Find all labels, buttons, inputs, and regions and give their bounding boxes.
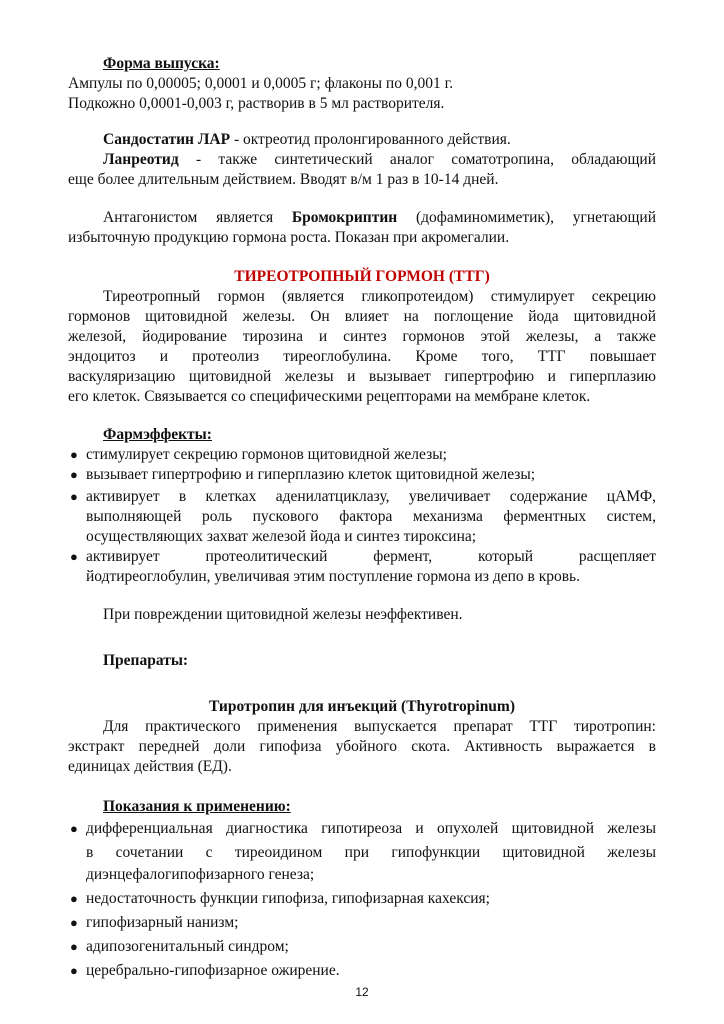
ttg-line-3: железой, йодирование тирозина и синтез гормонов этой железы, а также bbox=[68, 328, 656, 345]
form-heading: Форма выпуска: bbox=[103, 55, 220, 72]
lanreotid-text-1: - также синтетический аналог соматотропина, обладающий bbox=[178, 151, 656, 168]
indications-heading: Показания к применению: bbox=[103, 798, 291, 815]
ttg-line-6: его клеток. Связывается со специфическими рецепторами на мембране клеток. bbox=[68, 388, 591, 405]
sandostatin-paragraph bbox=[103, 129, 511, 150]
antagonist-line-1 bbox=[103, 207, 656, 228]
antagonist-post: (дофаминомиметик), угнетающий bbox=[397, 209, 656, 226]
form-line-1: Ампулы по 0,00005; 0,0001 и 0,0005 г; флаконы по 0,001 г. bbox=[68, 75, 454, 92]
indication-item-1-line-1: дифференциальная диагностика гипотиреоза и опухолей щитовидной железы bbox=[86, 820, 656, 837]
indication-item-1-line-2: в сочетании с тиреоидином при гипофункции щитовидной железы bbox=[86, 844, 656, 861]
farm-item-2: вызывает гипертрофию и гиперплазию клеток щитовидной железы; bbox=[86, 466, 536, 483]
tirotropin-title: Тиротропин для инъекций (Thyrotropinum) bbox=[208, 698, 516, 715]
bullet-icon: ● bbox=[70, 467, 78, 482]
ttg-line-4: эндоцитоз и протеолиз тиреоглобулина. Кроме того, ТТГ повышает bbox=[68, 348, 656, 365]
farm-heading: Фармэффекты: bbox=[103, 426, 212, 443]
antagonist-line-2: избыточную продукцию гормона роста. Показан при акромегалии. bbox=[68, 229, 510, 246]
sandostatin-text: - октреотид пролонгированного действия. bbox=[230, 131, 511, 148]
lanreotid-name: Ланреотид bbox=[103, 151, 179, 168]
lanreotid-line-1 bbox=[103, 149, 656, 170]
indication-item-2: недостаточность функции гипофиза, гипофизарная кахексия; bbox=[86, 890, 490, 907]
bullet-icon: ● bbox=[70, 549, 78, 564]
form-line-2: Подкожно 0,0001-0,003 г, растворив в 5 мл растворителя. bbox=[68, 95, 445, 112]
indication-item-3: гипофизарный нанизм; bbox=[86, 914, 239, 931]
ttg-line-1: Тиреотропный гормон (является гликопротеидом) стимулирует секрецию bbox=[103, 288, 656, 305]
bullet-icon: ● bbox=[70, 963, 78, 978]
damage-note: При повреждении щитовидной железы неэффективен. bbox=[103, 606, 463, 623]
indication-item-5: церебрально-гипофизарное ожирение. bbox=[86, 962, 340, 979]
bromocriptine-name: Бромокриптин bbox=[291, 209, 398, 226]
farm-item-4-line-2: йодтиреоглобулин, увеличивая этим поступление гормона из депо в кровь. bbox=[86, 568, 581, 585]
lanreotid-line-2: еще более длительным действием. Вводят в/м 1 раз в 10-14 дней. bbox=[68, 171, 499, 188]
bullet-icon: ● bbox=[70, 447, 78, 462]
antagonist-pre: Антагонистом является bbox=[103, 209, 292, 226]
ttg-line-5: васкуляризацию щитовидной железы и вызывает гипертрофию и гиперплазию bbox=[68, 368, 656, 385]
indication-item-1-line-3: диэнцефалогипофизарного генеза; bbox=[86, 866, 315, 883]
farm-item-3-line-1: активирует в клетках аденилатциклазу, увеличивает содержание цАМФ, bbox=[86, 488, 656, 505]
tirotropin-line-2: экстракт передней доли гипофиза убойного скота. Активность выражается в bbox=[68, 738, 656, 755]
tirotropin-line-1: Для практического применения выпускается препарат ТТГ тиротропин: bbox=[103, 718, 656, 735]
indication-item-4: адипозогенитальный синдром; bbox=[86, 938, 289, 955]
bullet-icon: ● bbox=[70, 915, 78, 930]
ttg-title: ТИРЕОТРОПНЫЙ ГОРМОН (ТТГ) bbox=[234, 268, 490, 285]
ttg-line-2: гормонов щитовидной железы. Он влияет на поглощение йода щитовидной bbox=[68, 308, 656, 325]
bullet-icon: ● bbox=[70, 821, 78, 836]
farm-item-4-line-1: активирует протеолитический фермент, который расщепляет bbox=[86, 548, 656, 565]
bullet-icon: ● bbox=[70, 891, 78, 906]
farm-item-3-line-2: выполняющей роль пускового фактора механизма ферментных систем, bbox=[86, 508, 656, 525]
bullet-icon: ● bbox=[70, 939, 78, 954]
bullet-icon: ● bbox=[70, 489, 78, 504]
tirotropin-line-3: единицах действия (ЕД). bbox=[68, 758, 232, 775]
preparaty-heading: Препараты: bbox=[103, 652, 189, 669]
page-number: 12 bbox=[355, 985, 369, 999]
farm-item-1: стимулирует секрецию гормонов щитовидной железы; bbox=[86, 446, 447, 463]
farm-item-3-line-3: осуществляющих захват железой йода и синтез тироксина; bbox=[86, 528, 477, 545]
sandostatin-name: Сандостатин ЛАР bbox=[103, 131, 231, 148]
